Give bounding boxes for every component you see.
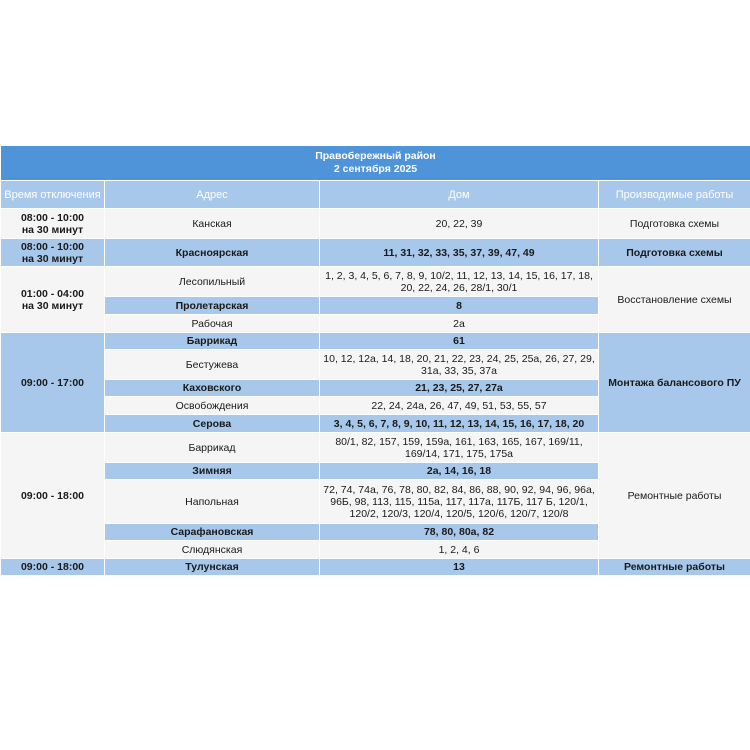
house-line: 20, 22, 24, 26, 28/1, 30/1 — [400, 281, 518, 294]
house-cell — [320, 333, 599, 350]
house-line: 2а — [453, 317, 465, 330]
street-cell: Баррикад — [105, 333, 320, 350]
house-cell — [320, 239, 599, 267]
house-cell — [320, 397, 599, 415]
district-name: Правобережный район — [315, 150, 436, 162]
house-line: 21, 23, 25, 27, 27а — [415, 382, 503, 394]
house-line: 1, 2, 3, 4, 5, 6, 7, 8, 9, 10/2, 11, 12, 13, 14, 15, 16, 17, 18, — [325, 269, 593, 282]
time-cell — [1, 433, 105, 559]
time-range: 09:00 - 18:00 — [20, 489, 85, 502]
table-title — [1, 146, 750, 181]
table-row — [1, 239, 750, 267]
works-cell: Ремонтные работы — [599, 559, 750, 576]
table-title-row — [1, 146, 750, 181]
house-line: 22, 24, 24а, 26, 47, 49, 51, 53, 55, 57 — [371, 399, 547, 412]
header-house: Дом — [320, 181, 599, 209]
house-cell — [320, 524, 599, 541]
table-row — [1, 333, 750, 350]
house-line: 1, 2, 4, 6 — [438, 543, 480, 556]
street-cell: Пролетарская — [105, 297, 320, 315]
house-cell — [320, 315, 599, 333]
works-cell: Подготовка схемы — [599, 209, 750, 239]
street-cell: Рабочая — [105, 315, 320, 333]
house-cell — [320, 480, 599, 524]
house-line: 11, 31, 32, 33, 35, 37, 39, 47, 49 — [383, 246, 535, 259]
street-cell: Красноярская — [105, 239, 320, 267]
time-duration: на 30 минут — [21, 223, 84, 236]
house-line: 72, 74, 74а, 76, 78, 80, 82, 84, 86, 88, 90, 92, 94, 96, 96а, — [323, 483, 595, 496]
street-cell: Слюдянская — [105, 541, 320, 559]
house-cell — [320, 559, 599, 576]
outage-table-container — [0, 145, 750, 576]
time-range: 08:00 - 10:00 — [20, 211, 85, 224]
outage-table — [0, 145, 750, 576]
time-duration: на 30 минут — [21, 252, 84, 265]
house-line: 2а, 14, 16, 18 — [426, 465, 492, 477]
house-line: 10, 12, 12а, 14, 18, 20, 21, 22, 23, 24, 25, 25а, 26, 27, 29, — [323, 352, 595, 365]
house-line: 3, 4, 5, 6, 7, 8, 9, 10, 11, 12, 13, 14, 15, 16, 17, 18, 20 — [333, 417, 585, 430]
street-cell: Бестужева — [105, 350, 320, 380]
time-cell — [1, 559, 105, 576]
street-cell: Сарафановская — [105, 524, 320, 541]
time-cell — [1, 239, 105, 267]
table-row — [1, 267, 750, 297]
table-row — [1, 209, 750, 239]
house-line: 8 — [456, 299, 462, 312]
time-cell — [1, 209, 105, 239]
report-date: 2 сентября 2025 — [333, 163, 418, 175]
works-cell: Монтажа балансового ПУ — [599, 333, 750, 433]
house-line: 20, 22, 39 — [435, 217, 483, 230]
time-range: 08:00 - 10:00 — [20, 240, 85, 253]
street-cell: Баррикад — [105, 433, 320, 463]
street-cell: Канская — [105, 209, 320, 239]
house-line: 31а, 33, 35, 37а — [421, 364, 497, 377]
table-row — [1, 559, 750, 576]
time-duration: на 30 минут — [21, 299, 84, 312]
header-address: Адрес — [105, 181, 320, 209]
header-works: Производимые работы — [599, 181, 750, 209]
street-cell: Лесопильный — [105, 267, 320, 297]
house-line: 169/14, 171, 175, 175а — [404, 447, 513, 460]
street-cell: Серова — [105, 415, 320, 433]
time-range: 01:00 - 04:00 — [20, 287, 85, 300]
street-cell: Тулунская — [105, 559, 320, 576]
time-cell — [1, 267, 105, 333]
house-cell — [320, 463, 599, 480]
time-range: 09:00 - 17:00 — [20, 376, 85, 389]
house-cell — [320, 541, 599, 559]
time-cell — [1, 333, 105, 433]
table-row — [1, 433, 750, 463]
works-cell: Ремонтные работы — [599, 433, 750, 559]
works-cell: Восстановление схемы — [599, 267, 750, 333]
house-line: 78, 80, 80а, 82 — [423, 526, 495, 538]
house-cell — [320, 380, 599, 397]
header-row — [1, 181, 750, 209]
house-line: 13 — [453, 561, 465, 573]
house-line: 120/2, 120/3, 120/4, 120/5, 120/6, 120/7, 120/8 — [349, 507, 569, 520]
house-cell — [320, 297, 599, 315]
house-cell — [320, 433, 599, 463]
house-line: 80/1, 82, 157, 159, 159а, 161, 163, 165, 167, 169/11, — [335, 435, 583, 448]
house-cell — [320, 350, 599, 380]
house-line: 96Б, 98, 113, 115, 115а, 117, 117а, 117Б, 117 Б, 120/1, — [330, 495, 588, 508]
house-cell — [320, 209, 599, 239]
house-cell — [320, 267, 599, 297]
house-cell — [320, 415, 599, 433]
street-cell: Освобождения — [105, 397, 320, 415]
street-cell: Каховского — [105, 380, 320, 397]
street-cell: Напольная — [105, 480, 320, 524]
header-time: Время отключения — [1, 181, 105, 209]
house-line: 61 — [453, 335, 465, 347]
street-cell: Зимняя — [105, 463, 320, 480]
time-range: 09:00 - 18:00 — [20, 561, 85, 573]
works-cell: Подготовка схемы — [599, 239, 750, 267]
